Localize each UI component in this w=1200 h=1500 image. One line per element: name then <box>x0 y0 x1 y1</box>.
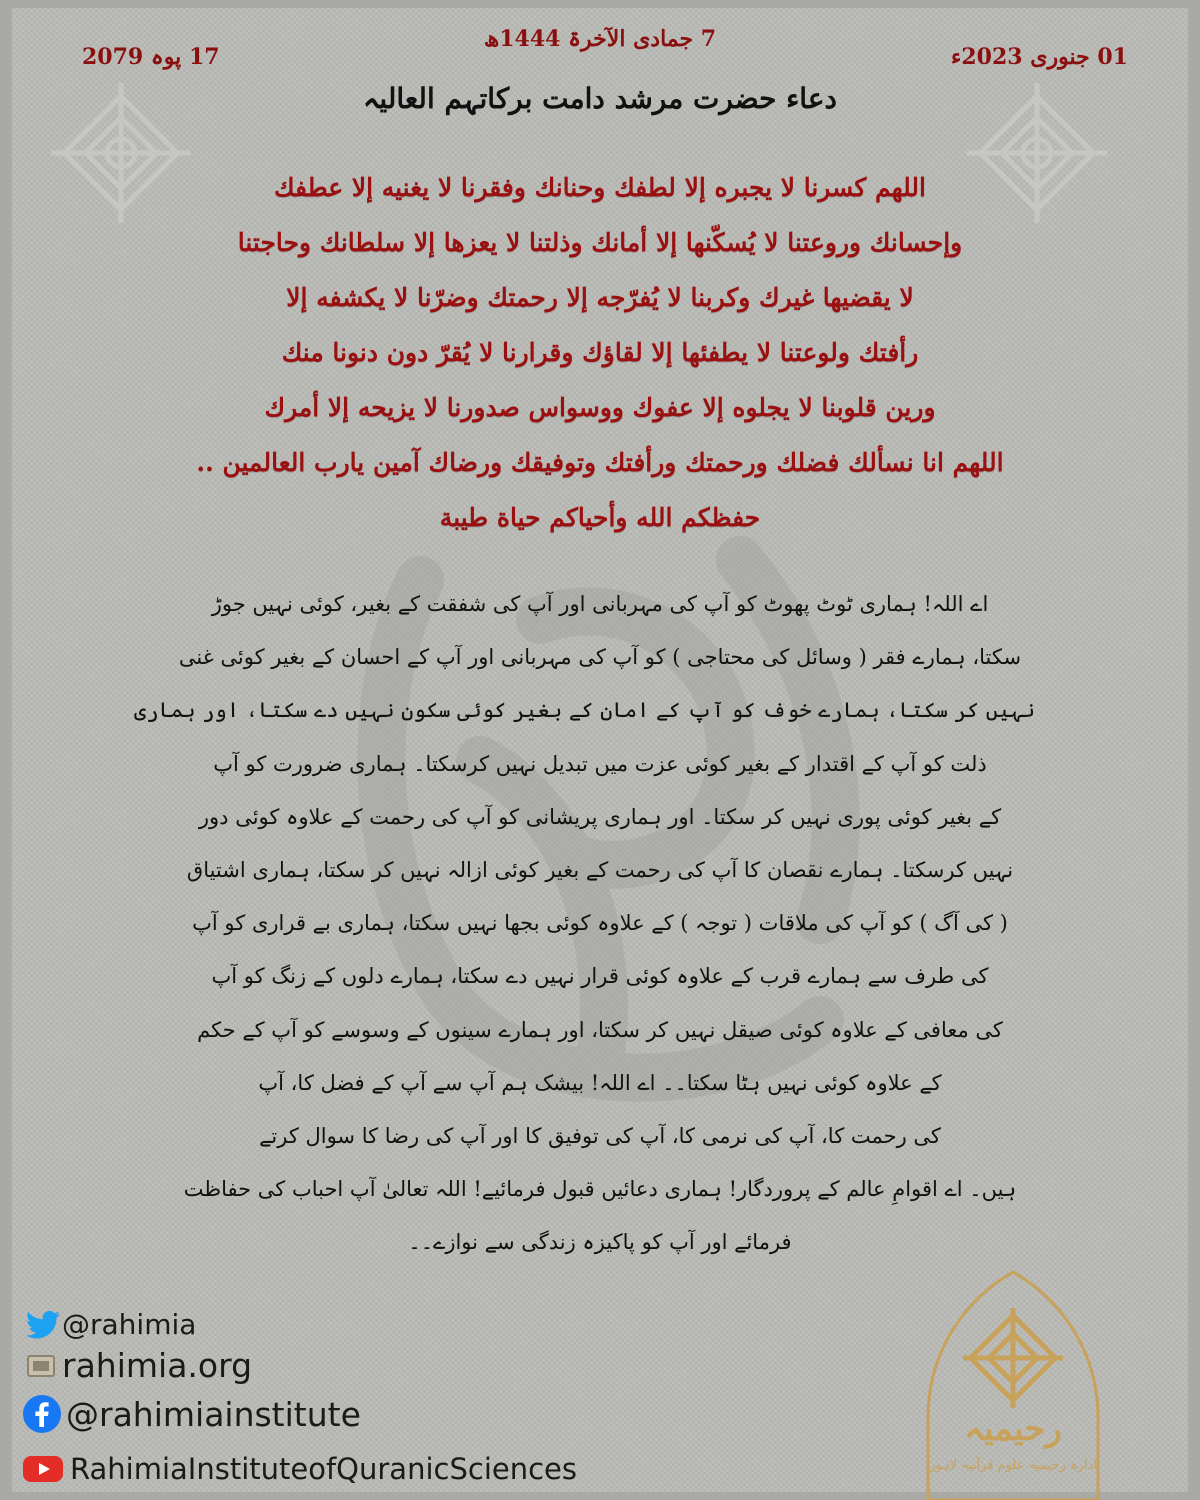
urdu-line: نہیں کر سکتا، ہمارے خوف کو آپ کے امان کے بغیر کوئی سکون نہیں دے سکتا، اور ہماری <box>134 698 1035 723</box>
arabic-dua <box>120 160 1080 545</box>
arabic-line: اللهم انا نسألك فضلك ورحمتك ورأفتك وتوفيقك ورضاك آمين يارب العالمين .. <box>196 448 1004 477</box>
twitter-handle: @rahimia <box>62 1308 197 1341</box>
urdu-line: ( کی آگ ) کو آپ کی ملاقات ( توجہ ) کے علاوہ کوئی بجھا نہیں سکتا، ہماری بے قراری کو آپ <box>192 911 1008 936</box>
youtube-icon <box>22 1454 64 1484</box>
arabic-line: رأفتك ولوعتنا لا يطفئها إلا لقاؤك وقرارنا لا يُقرّ دون دنونا منك <box>281 338 919 367</box>
web-icon <box>26 1353 56 1379</box>
youtube-channel: RahimiaInstituteofQuranicSciences <box>70 1452 577 1486</box>
arabic-line: اللهم كسرنا لا يجبره إلا لطفك وحنانك وفقرنا لا يغنيه إلا عطفك <box>273 173 926 202</box>
hijri-date: 7 جمادی الآخرۃ 1444ھ <box>483 26 717 52</box>
urdu-line: کے علاوہ کوئی نہیں ہٹا سکتا۔۔ اے اللہ! بیشک ہم آپ سے آپ کے فضل کا، آپ <box>258 1070 942 1095</box>
facebook-icon <box>22 1394 62 1434</box>
urdu-line: فرمائے اور آپ کو پاکیزہ زندگی سے نوازے۔۔ <box>408 1230 792 1255</box>
website-url: rahimia.org <box>62 1346 253 1385</box>
urdu-line: نہیں کرسکتا۔ ہمارے نقصان کا آپ کی رحمت کے بغیر کوئی ازالہ نہیں کر سکتا، ہماری اشتیاق <box>186 858 1014 883</box>
urdu-translation <box>134 578 1035 1270</box>
gregorian-date: 01 جنوری 2023ء <box>951 44 1128 70</box>
website-link[interactable] <box>26 1346 252 1385</box>
urdu-line: سکتا، ہمارے فقر ( وسائل کی محتاجی ) کو آپ کی مہربانی اور آپ کے احسان کے بغیر کوئی غنی <box>178 645 1022 670</box>
arabic-line: وإحسانك وروعتنا لا يُسكّنها إلا أمانك وذلتنا لا يعزها إلا سلطانك وحاجتنا <box>237 228 963 257</box>
arabic-line: لا يقضيها غيرك وكربنا لا يُفرّجه إلا رحمتك وضرّنا لا يكشفه إلا <box>286 283 914 312</box>
arabic-line: حفظكم الله وأحياكم حياة طيبة <box>439 503 761 532</box>
logo-subtitle: ادارہ رحیمیہ علوم قرآنیہ لاہور <box>929 1458 1097 1473</box>
twitter-icon <box>26 1310 60 1340</box>
urdu-line: کی معافی کے علاوہ کوئی صیقل نہیں کر سکتا، اور ہمارے سینوں کے وسوسے کو آپ کے حکم <box>197 1017 1003 1042</box>
facebook-link[interactable] <box>22 1394 361 1434</box>
page-title: دعاء حضرت مرشد دامت برکاتہم العالیہ <box>362 82 838 115</box>
facebook-handle: @rahimiainstitute <box>66 1394 361 1434</box>
urdu-line: کے بغیر کوئی پوری نہیں کر سکتا۔ اور ہماری پریشانی کو آپ کی رحمت کے علاوہ کوئی دور <box>198 804 1002 829</box>
youtube-link[interactable] <box>22 1452 577 1486</box>
urdu-line: کی طرف سے ہمارے قرب کے علاوہ کوئی قرار نہیں دے سکتا، ہمارے دلوں کے زنگ کو آپ <box>211 964 989 989</box>
urdu-line: ہیں۔ اے اقوامِ عالم کے پروردگار! ہماری دعائیں قبول فرمائیے! اللہ تعالیٰ آپ احباب کی حفاظت <box>183 1177 1017 1202</box>
twitter-link[interactable] <box>26 1308 196 1341</box>
logo-name: رحیمیہ <box>964 1409 1062 1449</box>
urdu-line: ذلت کو آپ کے اقتدار کے بغیر کوئی عزت میں تبدیل نہیں کرسکتا۔ ہماری ضرورت کو آپ <box>213 751 987 776</box>
bikrami-date: 17 پوہ 2079 <box>82 44 220 70</box>
urdu-line: کی رحمت کا، آپ کی نرمی کا، آپ کی توفیق کا اور آپ کی رضا کا سوال کرتے <box>259 1124 941 1149</box>
urdu-line: اے اللہ! ہماری ٹوٹ پھوٹ کو آپ کی مہربانی اور آپ کی شفقت کے بغیر، کوئی نہیں جوڑ <box>211 592 989 616</box>
date-header <box>0 22 1200 82</box>
arabic-line: ورين قلوبنا لا يجلوه إلا عفوك ووسواس صدورنا لا يزيحه إلا أمرك <box>264 393 936 422</box>
